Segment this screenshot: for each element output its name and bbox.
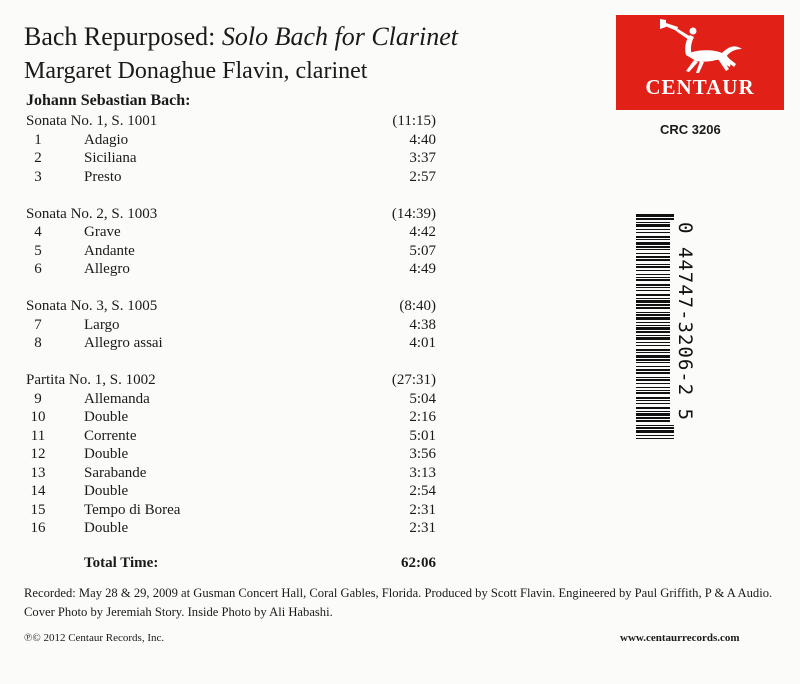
copyright-notice: ℗© 2012 Centaur Records, Inc. bbox=[24, 632, 165, 644]
barcode-bar bbox=[636, 359, 670, 361]
track-row bbox=[26, 316, 436, 334]
barcode-bar bbox=[636, 322, 670, 323]
album-title bbox=[24, 22, 458, 52]
track-number: 15 bbox=[30, 501, 46, 518]
barcode-bar bbox=[636, 253, 670, 254]
composer-heading: Johann Sebastian Bach: bbox=[26, 92, 191, 109]
barcode-bar bbox=[636, 400, 670, 401]
barcode-bar bbox=[636, 294, 670, 296]
barcode-bar bbox=[636, 397, 670, 399]
section-name: Sonata No. 3, S. 1005 bbox=[26, 298, 158, 314]
track-row bbox=[26, 445, 436, 463]
barcode-bar bbox=[636, 417, 670, 419]
track-row bbox=[26, 223, 436, 241]
track-number: 10 bbox=[30, 409, 46, 425]
track-title: Sarabande bbox=[84, 464, 147, 481]
barcode-bar bbox=[636, 218, 674, 220]
barcode-bar bbox=[636, 435, 674, 436]
barcode-bar bbox=[636, 403, 670, 404]
section-total: (27:31) bbox=[391, 372, 436, 388]
section-header bbox=[26, 205, 436, 223]
barcode-bar bbox=[636, 259, 670, 261]
barcode-bar bbox=[636, 420, 670, 422]
barcode-bar bbox=[636, 387, 670, 388]
barcode-bar bbox=[636, 279, 670, 281]
barcode-bar bbox=[636, 298, 670, 299]
section-name: Partita No. 1, S. 1002 bbox=[26, 372, 156, 388]
barcode-bar bbox=[636, 314, 670, 316]
track-row bbox=[26, 149, 436, 167]
track-title: Grave bbox=[84, 224, 121, 240]
barcode-bar bbox=[636, 214, 674, 217]
centaur-wordmark: CENTAUR bbox=[645, 75, 755, 99]
barcode-bar bbox=[636, 430, 674, 433]
barcode-bar bbox=[636, 284, 670, 286]
barcode-bar bbox=[636, 390, 670, 391]
track-title: Double bbox=[84, 446, 129, 462]
track-row bbox=[26, 519, 436, 537]
barcode-bar bbox=[636, 337, 670, 340]
barcode-bar bbox=[636, 377, 670, 378]
section-total: (8:40) bbox=[399, 298, 436, 314]
barcode-bar bbox=[636, 379, 670, 381]
barcode-bar bbox=[636, 256, 670, 258]
track-duration: 4:49 bbox=[409, 261, 436, 277]
track-title: Allegro bbox=[84, 261, 130, 277]
barcode-bar bbox=[636, 246, 670, 248]
barcode-bar bbox=[636, 425, 674, 426]
track-duration: 3:56 bbox=[409, 446, 436, 462]
barcode-bar bbox=[636, 342, 670, 343]
barcode-bar bbox=[636, 349, 670, 351]
barcode-bar bbox=[636, 327, 670, 330]
track-duration: 2:31 bbox=[409, 501, 436, 518]
track-row bbox=[26, 131, 436, 149]
track-number: 2 bbox=[34, 150, 42, 166]
barcode-bar bbox=[636, 355, 670, 358]
barcode-bar bbox=[636, 229, 670, 230]
track-duration: 2:16 bbox=[409, 409, 436, 425]
track-duration: 3:37 bbox=[409, 150, 436, 166]
recording-credits: Recorded: May 28 & 29, 2009 at Gusman Concert Hall, Coral Gables, Florida. Produced by Scott Flavin. Engineered by Paul Griffith, P & A Audio. Cover Photo by Jeremiah Story. Inside Photo by Ali Habashi. bbox=[24, 586, 773, 619]
track-number: 13 bbox=[30, 464, 46, 481]
track-number: 3 bbox=[34, 168, 42, 185]
track-duration: 2:54 bbox=[409, 483, 436, 499]
track-duration: 4:42 bbox=[409, 224, 436, 240]
catalog-number: CRC 3206 bbox=[660, 122, 721, 137]
barcode-bar bbox=[636, 411, 670, 412]
barcode-bar bbox=[636, 239, 670, 240]
track-title: Largo bbox=[84, 316, 120, 333]
track-title: Double bbox=[84, 520, 129, 536]
barcode-bar bbox=[636, 304, 670, 306]
barcode-bar bbox=[636, 392, 670, 394]
barcode-bar bbox=[636, 236, 670, 238]
album-title-subtitle: Solo Bach for Clarinet bbox=[221, 22, 459, 51]
track-row bbox=[26, 501, 436, 519]
track-number: 4 bbox=[34, 224, 42, 240]
track-duration: 2:31 bbox=[409, 520, 436, 536]
barcode-bar bbox=[636, 438, 674, 439]
barcode-bar bbox=[636, 335, 670, 336]
track-duration: 4:38 bbox=[409, 316, 436, 333]
barcode-bar bbox=[636, 372, 670, 374]
track-title: Adagio bbox=[84, 131, 129, 148]
track-duration: 3:13 bbox=[409, 464, 436, 481]
barcode-bar bbox=[636, 413, 670, 416]
barcode-bar bbox=[636, 277, 670, 278]
section-total: (11:15) bbox=[392, 113, 436, 129]
section-total: (14:39) bbox=[391, 205, 436, 222]
barcode-bar bbox=[636, 222, 670, 223]
barcode-bar bbox=[636, 383, 670, 384]
track-title: Andante bbox=[84, 242, 135, 259]
track-number: 8 bbox=[34, 335, 42, 351]
section-name: Sonata No. 2, S. 1003 bbox=[26, 205, 158, 222]
track-row bbox=[26, 427, 436, 445]
track-row bbox=[26, 482, 436, 500]
track-row bbox=[26, 242, 436, 260]
centaur-logo bbox=[616, 15, 784, 110]
artist-credit: Margaret Donaghue Flavin, clarinet bbox=[24, 58, 368, 84]
track-duration: 5:04 bbox=[409, 390, 436, 407]
barcode-bar bbox=[636, 266, 670, 268]
total-time-label: Total Time: bbox=[84, 555, 159, 571]
barcode-bar bbox=[636, 312, 670, 313]
track-title: Tempo di Borea bbox=[84, 501, 181, 518]
section-header bbox=[26, 371, 436, 389]
track-number: 7 bbox=[34, 316, 42, 333]
track-title: Allegro assai bbox=[84, 335, 163, 351]
barcode-bar bbox=[636, 287, 670, 288]
barcode-bar bbox=[636, 270, 670, 271]
barcode-bar bbox=[636, 345, 670, 346]
track-title: Allemanda bbox=[84, 390, 150, 407]
track-title: Siciliana bbox=[84, 150, 137, 166]
track-row bbox=[26, 168, 436, 186]
barcode-bar bbox=[636, 325, 670, 326]
track-row bbox=[26, 390, 436, 408]
barcode-bar bbox=[636, 369, 670, 371]
track-number: 16 bbox=[30, 520, 46, 536]
track-number: 11 bbox=[30, 427, 46, 444]
section-header bbox=[26, 297, 436, 315]
barcode-digits: 0 44747-3206-2 5 bbox=[674, 222, 696, 422]
track-number: 5 bbox=[34, 242, 42, 259]
track-number: 6 bbox=[34, 261, 42, 277]
barcode-bar bbox=[636, 264, 670, 265]
barcode-bar bbox=[636, 232, 670, 233]
track-duration: 5:07 bbox=[409, 242, 436, 259]
track-duration: 5:01 bbox=[409, 427, 436, 444]
barcode-bar bbox=[636, 352, 670, 353]
track-number: 1 bbox=[34, 131, 42, 148]
barcode-bar bbox=[636, 300, 670, 303]
track-duration: 4:01 bbox=[409, 335, 436, 351]
barcode-bar bbox=[636, 331, 670, 333]
section-header bbox=[26, 112, 436, 130]
track-number: 9 bbox=[34, 390, 42, 407]
barcode-bar bbox=[636, 274, 670, 275]
track-row bbox=[26, 334, 436, 352]
total-time-value: 62:06 bbox=[401, 555, 436, 571]
track-row bbox=[26, 464, 436, 482]
barcode-bar bbox=[636, 290, 670, 291]
barcode-bar bbox=[636, 317, 670, 320]
track-row bbox=[26, 408, 436, 426]
barcode-bar bbox=[636, 249, 670, 250]
website-url: www.centaurrecords.com bbox=[620, 632, 740, 644]
barcode-bar bbox=[636, 407, 670, 409]
section-name: Sonata No. 1, S. 1001 bbox=[26, 113, 158, 129]
track-row bbox=[26, 260, 436, 278]
track-number: 14 bbox=[30, 483, 46, 499]
barcode-bar bbox=[636, 366, 670, 367]
barcode-bar bbox=[636, 427, 674, 429]
track-duration: 4:40 bbox=[409, 131, 436, 148]
track-title: Double bbox=[84, 409, 129, 425]
barcode-bar bbox=[636, 362, 670, 363]
track-title: Corrente bbox=[84, 427, 137, 444]
track-title: Double bbox=[84, 483, 129, 499]
track-title: Presto bbox=[84, 168, 122, 185]
barcode-bar bbox=[636, 307, 670, 309]
track-duration: 2:57 bbox=[409, 168, 436, 185]
barcode-bar bbox=[636, 242, 670, 245]
album-title-main: Bach Repurposed: bbox=[24, 22, 216, 51]
barcode-bar bbox=[636, 224, 670, 227]
track-number: 12 bbox=[30, 446, 46, 462]
